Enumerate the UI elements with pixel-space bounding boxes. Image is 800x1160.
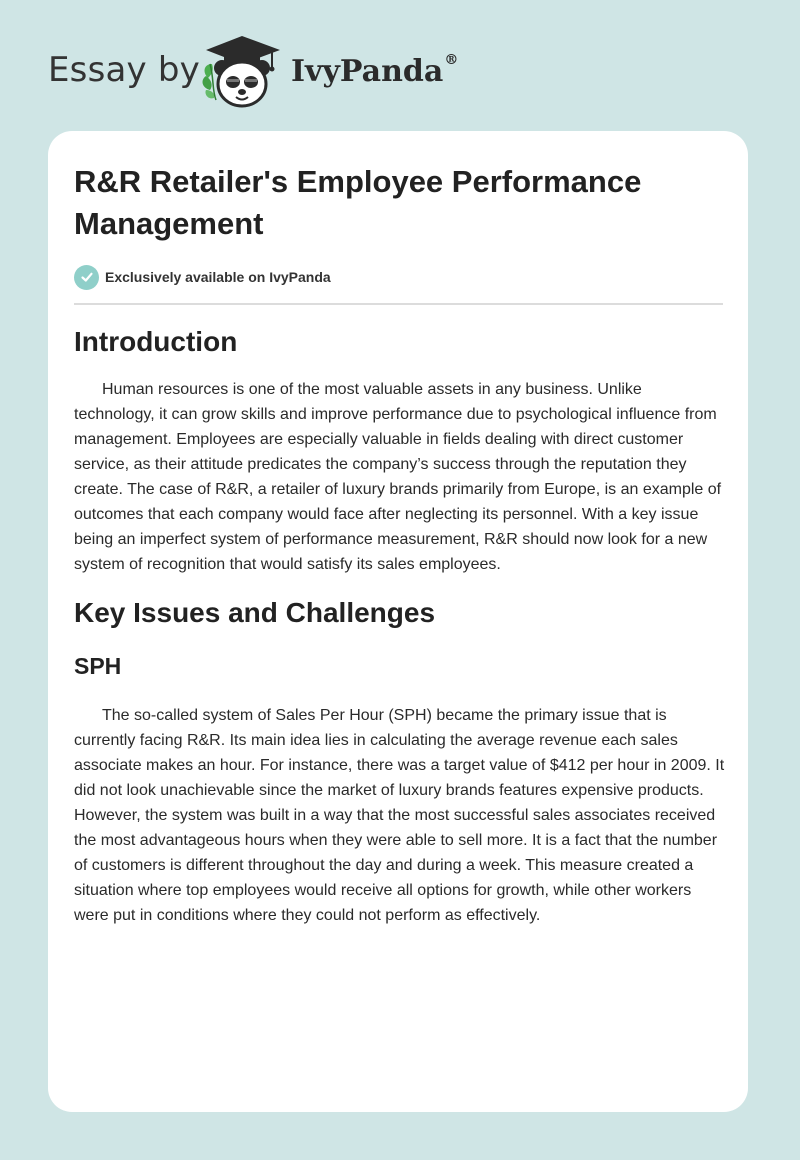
essay-by-label: Essay by [48,50,200,90]
check-circle-icon [74,265,99,290]
brand-name[interactable]: IvyPanda® [291,52,459,89]
essay-body [74,324,726,928]
title-divider [74,303,723,305]
essay-title: R&R Retailer's Employee Performance Management [74,164,642,241]
ivypanda-logo-icon[interactable] [200,34,284,110]
badge-label: Exclusively available on IvyPanda [105,269,331,285]
introduction-paragraph: Human resources is one of the most valuable assets in any business. Unlike technology, it can grow skills and improve performance due to psychological influence from management. Employees are especially valuable in fields dealing with direct customer service, as their attitude predicates the company’s success through the reputation they create. The case of R&R, a retailer of luxury brands primarily from Europe, is an example of outcomes that each company would face after neglecting its personnel. With a key issue being an imperfect system of performance measurement, R&R should now look for a new system of recognition that would satisfy its sales employees. [74,381,722,573]
section-heading-introduction: Introduction [74,326,238,357]
section-heading-key-issues: Key Issues and Challenges [74,597,436,628]
exclusive-badge [74,263,331,291]
sph-paragraph: The so-called system of Sales Per Hour (SPH) became the primary issue that is currently facing R&R. Its main idea lies in calculating the average revenue each sales associate makes an hour. For instance, there was a target value of $412 per hour in 2009. It did not look unachievable since the market of luxury brands features expensive products. However, the system was built in a way that the most successful sales associates received the most advantageous hours when they were able to sell more. It is a fact that the number of customers is different throughout the day and during a week. This measure created a situation where top employees would receive all options for growth, while other workers were put in conditions where they could not perform as effectively. [74,707,725,924]
essay-card [48,131,748,1112]
subsection-heading-sph: SPH [74,653,122,679]
site-header [48,34,508,110]
